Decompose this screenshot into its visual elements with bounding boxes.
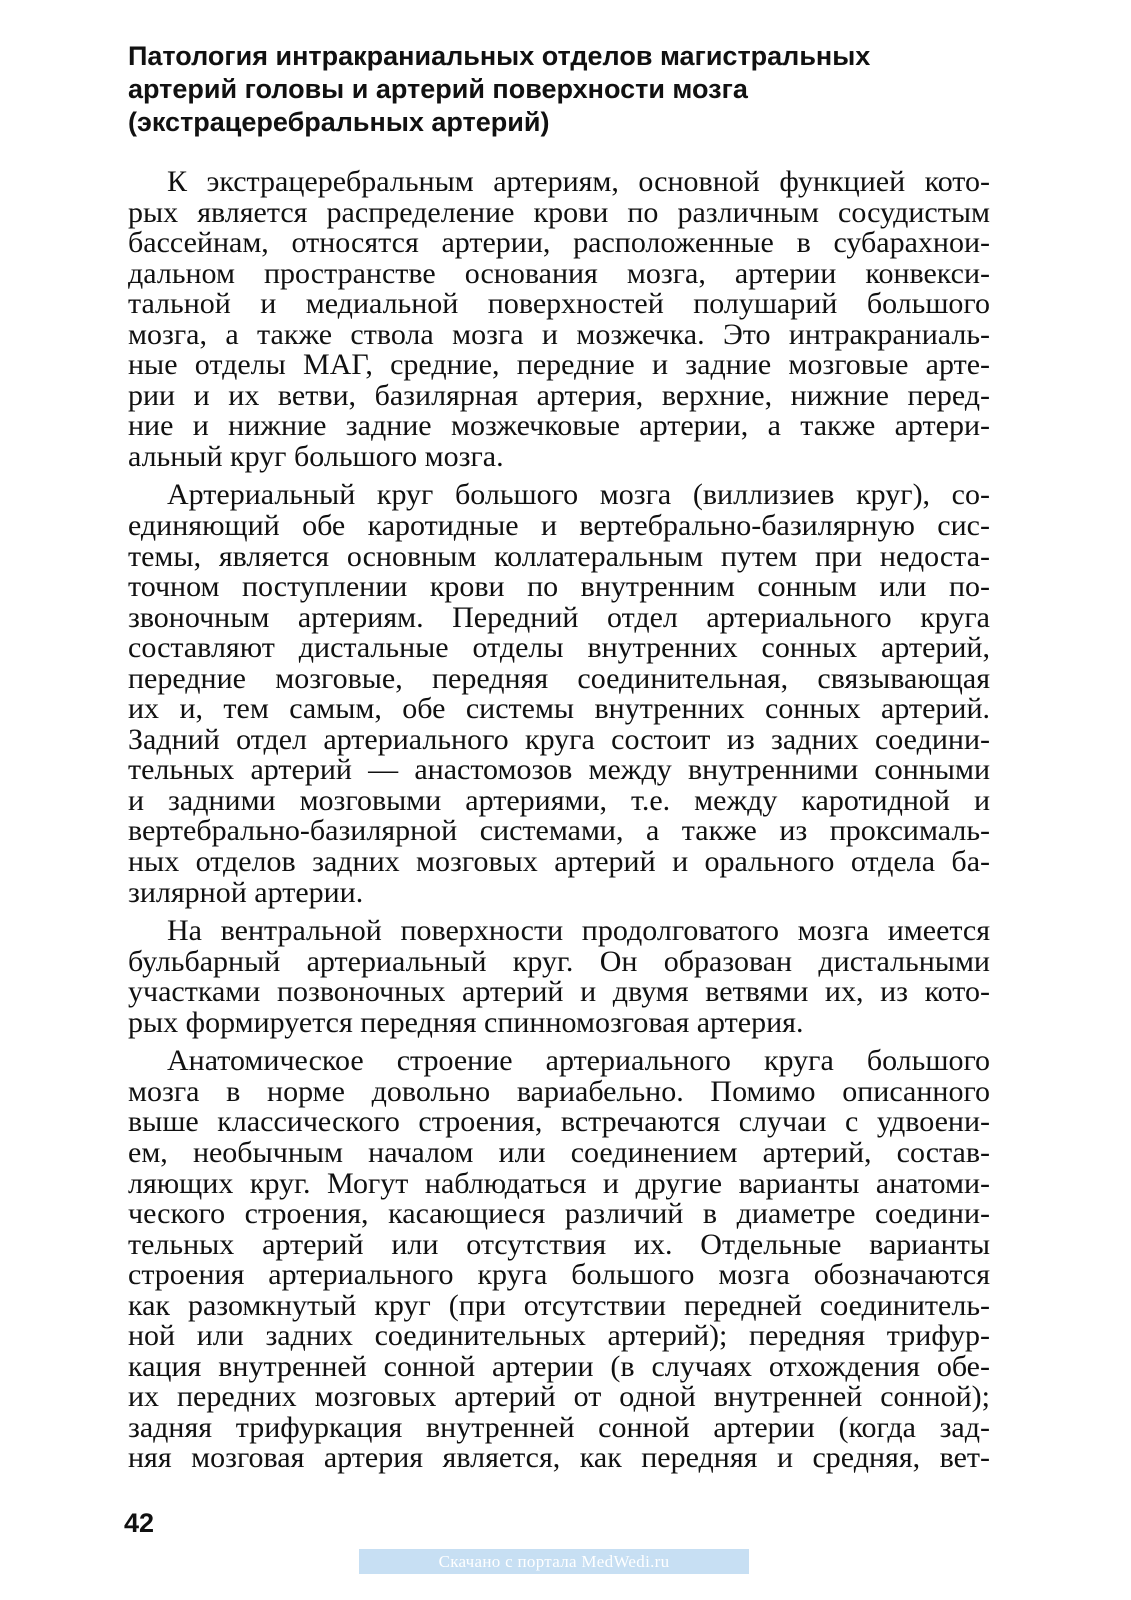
text-line: темы, является основным коллатеральным путем при недоста- xyxy=(128,539,990,573)
text-line: няя мозговая артерия является, как передняя и средняя, вет- xyxy=(128,1441,990,1475)
text-line: кация внутренней сонной артерии (в случаях отхождения обе- xyxy=(128,1349,990,1383)
heading-line: (экстрацеребральных артерий) xyxy=(128,107,550,137)
text-line: тельных артерий или отсутствия их. Отдельные варианты xyxy=(128,1227,990,1261)
text-line: мозга, а также ствола мозга и мозжечка. Это интракраниаль- xyxy=(128,317,990,351)
text-line: Анатомическое строение артериального круга большого xyxy=(167,1044,990,1078)
text-line: вертебрально-базилярной системами, а также из проксималь- xyxy=(128,814,990,848)
text-line: выше классического строения, встречаются случаи с удвоени- xyxy=(128,1105,990,1139)
text-line: альный круг большого мозга. xyxy=(128,439,504,473)
body-text xyxy=(128,167,990,1474)
text-line: участками позвоночных артерий и двумя ветвями их, из кото- xyxy=(128,975,990,1009)
text-line: звоночным артериям. Передний отдел артериального круга xyxy=(128,600,990,634)
paragraph xyxy=(128,480,990,908)
heading-line: Патология интракраниальных отделов магистральных xyxy=(128,41,871,71)
text-line: рии и их ветви, базилярная артерия, верхние, нижние перед- xyxy=(128,378,990,412)
text-line: рых является распределение крови по различным сосудистым xyxy=(128,195,990,229)
text-line: ные отделы МАГ, средние, передние и задние мозговые арте- xyxy=(128,348,990,382)
page-number: 42 xyxy=(124,1508,155,1538)
heading-line: артерий головы и артерий поверхности мозга xyxy=(128,74,748,104)
text-line: тельных артерий — анастомозов между внутренними сонными xyxy=(128,753,990,787)
text-line: передние мозговые, передняя соединительная, связывающая xyxy=(128,661,990,695)
text-line: ных отделов задних мозговых артерий и орального отдела ба- xyxy=(128,845,990,879)
text-line: задняя трифуркация внутренней сонной артерии (когда зад- xyxy=(128,1410,990,1444)
text-line: Задний отдел артериального круга состоит из задних соедини- xyxy=(128,722,990,756)
text-line: ляющих круг. Могут наблюдаться и другие варианты анатоми- xyxy=(128,1166,990,1200)
text-line: как разомкнутый круг (при отсутствии передней соединитель- xyxy=(128,1288,990,1322)
text-line: дальном пространстве основания мозга, артерии конвекси- xyxy=(128,256,990,290)
text-line: рых формируется передняя спинномозговая артерия. xyxy=(128,1005,804,1039)
paragraph xyxy=(128,167,990,472)
text-line: ной или задних соединительных артерий); передняя трифур- xyxy=(128,1319,990,1353)
text-line: единяющий обе каротидные и вертебрально-базилярную сис- xyxy=(128,509,990,543)
paragraph xyxy=(128,916,990,1038)
text-line: мозга в норме довольно вариабельно. Помимо описанного xyxy=(128,1074,990,1108)
text-line: строения артериального круга большого мозга обозначаются xyxy=(128,1258,990,1292)
text-line: ем, необычным началом или соединением артерий, состав- xyxy=(128,1135,990,1169)
text-line: точном поступлении крови по внутренним сонным или по- xyxy=(128,570,990,604)
text-line: На вентральной поверхности продолговатого мозга имеется xyxy=(167,914,990,948)
text-line: бассейнам, относятся артерии, расположенные в субарахнои- xyxy=(128,226,990,260)
text-line: бульбарный артериальный круг. Он образован дистальными xyxy=(128,944,990,978)
text-line: и задними мозговыми артериями, т.е. между каротидной и xyxy=(128,783,990,817)
section-heading xyxy=(128,40,988,139)
text-line: составляют дистальные отделы внутренних сонных артерий, xyxy=(128,631,990,665)
download-watermark: Скачано с портала MedWedi.ru xyxy=(359,1549,749,1574)
text-line: зилярной артерии. xyxy=(128,875,364,909)
text-line: их и, тем самым, обе системы внутренних сонных артерий. xyxy=(128,692,990,726)
text-line: ческого строения, касающиеся различий в диаметре соедини- xyxy=(128,1197,990,1231)
text-line: их передних мозговых артерий от одной внутренней сонной); xyxy=(128,1380,990,1414)
text-line: Артериальный круг большого мозга (виллизиев круг), со- xyxy=(167,478,990,512)
text-line: К экстрацеребральным артериям, основной функцией кото- xyxy=(167,165,990,198)
text-line: ние и нижние задние мозжечковые артерии, а также артери- xyxy=(128,409,990,443)
paragraph xyxy=(128,1046,990,1474)
text-line: тальной и медиальной поверхностей полушарий большого xyxy=(128,287,990,321)
